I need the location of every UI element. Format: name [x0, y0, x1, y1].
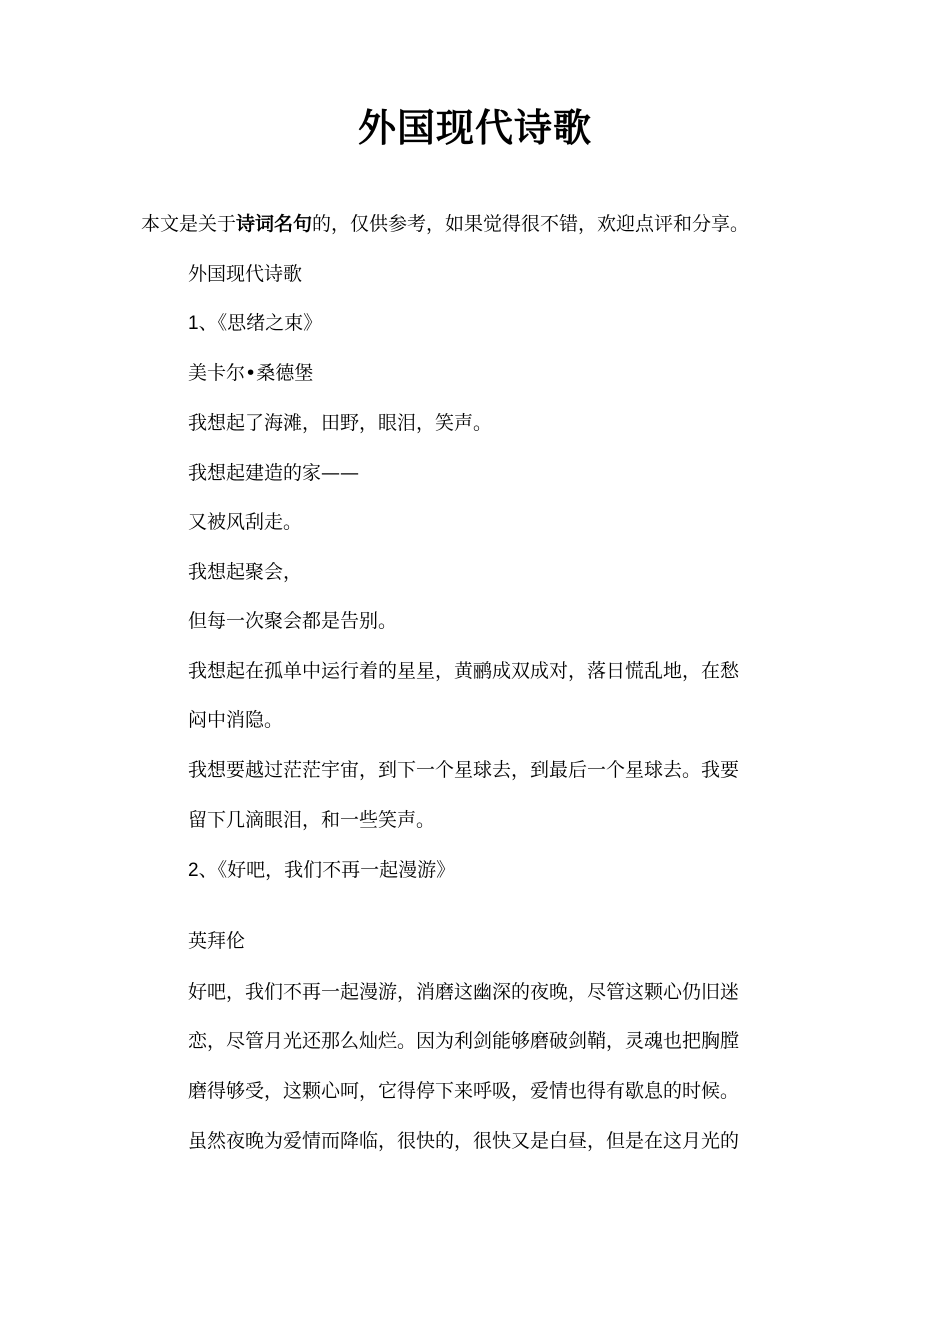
poem1-number: 1 [188, 313, 199, 334]
poem2-line: 好吧，我们不再一起漫游，消磨这幽深的夜晚，尽管这颗心仍旧迷 [188, 981, 740, 1003]
poem1-line: 但每一次聚会都是告别。 [188, 610, 398, 632]
poem1-author: 美卡尔•桑德堡 [188, 362, 314, 384]
section-subtitle: 外国现代诗歌 [188, 263, 303, 285]
poem2-number: 2 [188, 860, 199, 881]
poem1-line: 我想起在孤单中运行着的星星，黄鹂成双成对，落日慌乱地，在愁 [188, 660, 740, 682]
poem1-line: 我想起了海滩，田野，眼泪，笑声。 [188, 412, 493, 434]
poem1-line: 我想起聚会， [188, 561, 303, 583]
poem2-line: 虽然夜晚为爱情而降临，很快的，很快又是白昼，但是在这月光的 [188, 1130, 740, 1152]
intro-text-before: 本文是关于 [141, 213, 237, 235]
intro-paragraph [141, 207, 749, 241]
intro-text-after: 的，仅供参考，如果觉得很不错，欢迎点评和分享。 [312, 213, 750, 235]
poem1-line: 又被风刮走。 [188, 511, 303, 533]
intro-keyword: 诗词名句 [236, 213, 313, 235]
poem2-heading [188, 853, 455, 888]
poem1-heading [188, 306, 322, 341]
poem1-title: 、《思绪之束》 [198, 312, 323, 334]
document-title: 外国现代诗歌 [357, 106, 592, 150]
poem2-author: 英拜伦 [188, 930, 246, 952]
poem1-line: 我想要越过茫茫宇宙，到下一个星球去，到最后一个星球去。我要 [188, 759, 740, 781]
poem1-line: 留下几滴眼泪，和一些笑声。 [188, 809, 436, 831]
poem1-line: 闷中消隐。 [188, 709, 284, 731]
poem1-line: 我想起建造的家—— [188, 462, 360, 484]
poem2-line: 恋，尽管月光还那么灿烂。因为利剑能够磨破剑鞘，灵魂也把胸膛 [188, 1030, 740, 1052]
poem2-title: 、《好吧，我们不再一起漫游》 [198, 859, 456, 881]
poem2-line: 磨得够受，这颗心呵，它得停下来呼吸，爱情也得有歇息的时候。 [188, 1080, 740, 1102]
